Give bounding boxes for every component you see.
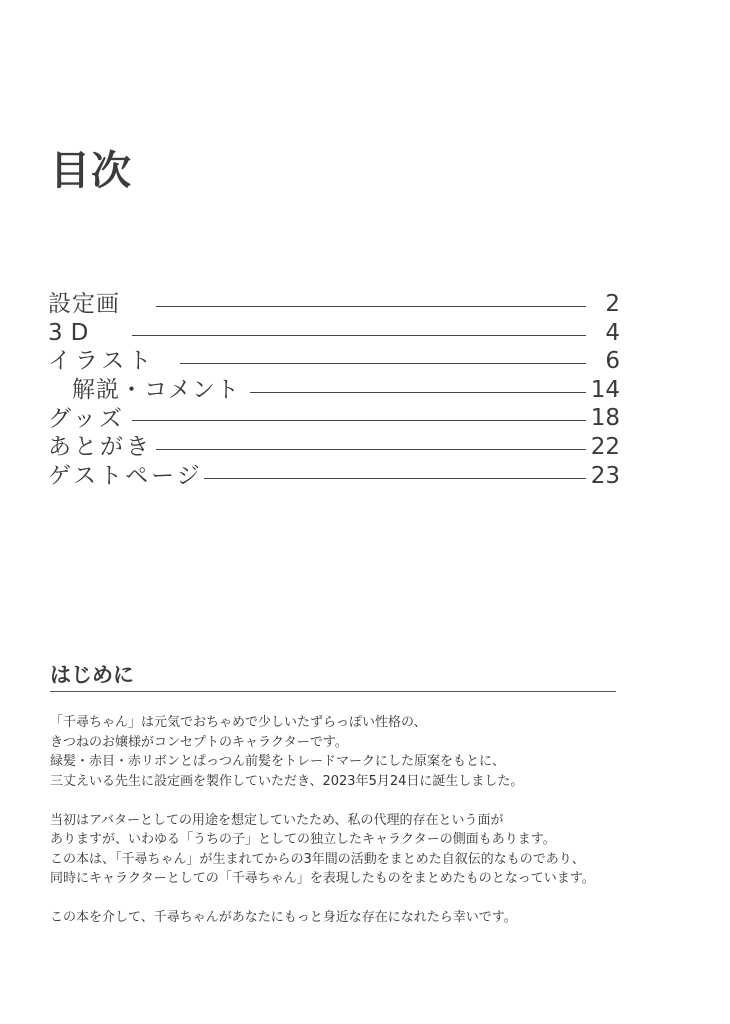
intro-line: 当初はアバターとしての用途を想定していたため、私の代理的存在という面が	[50, 812, 504, 828]
toc-leader-line	[204, 478, 586, 479]
toc-entry-settei[interactable]	[48, 290, 628, 319]
toc-leader-line	[180, 363, 586, 364]
toc-entry-label: 3D	[48, 319, 97, 346]
intro-line: この本を介して、千尋ちゃんがあなたにもっと身近な存在になれたら幸いです。	[50, 910, 517, 925]
toc-entry-page: 4	[605, 319, 620, 346]
toc-entry-label: イラスト	[48, 348, 156, 375]
toc-entry-page: 6	[605, 348, 620, 375]
toc-entry-page: 23	[590, 462, 620, 489]
intro-line: 同時にキャラクターとしての「千尋ちゃん」を表現したものをまとめたものとなっています。	[50, 871, 595, 886]
intro-body	[50, 713, 670, 947]
toc-entry-page: 14	[590, 376, 620, 403]
intro-heading: はじめに	[50, 660, 616, 692]
toc-entry-goods[interactable]	[48, 404, 628, 433]
intro-paragraph-3	[50, 908, 670, 928]
toc-leader-line	[132, 335, 586, 336]
toc-entry-label: あとがき	[48, 434, 152, 461]
toc-entry-atogaki[interactable]	[48, 433, 628, 462]
toc-entry-label: ゲストページ	[48, 462, 203, 489]
toc-entry-page: 18	[590, 405, 620, 432]
intro-paragraph-1	[50, 713, 670, 791]
toc-leader-line	[250, 392, 586, 393]
toc-leader-line	[156, 306, 586, 307]
intro-line: ありますが、いわゆる「うちの子」としての独立したキャラクターの側面もあります。	[50, 832, 556, 847]
toc-entry-page: 2	[605, 291, 620, 317]
intro-line: 三丈えいる先生に設定画を製作していただき、2023年5月24日に誕生しました。	[50, 773, 524, 789]
intro-paragraph-2	[50, 811, 670, 889]
toc-entry-illust[interactable]	[48, 347, 628, 376]
intro-line: きつねのお嬢様がコンセプトのキャラクターです。	[50, 734, 348, 750]
toc-entry-kaisetsu[interactable]	[48, 376, 628, 405]
toc-entry-label: 設定画	[48, 291, 120, 318]
toc-leader-line	[156, 449, 586, 450]
toc-entry-page: 22	[590, 433, 620, 460]
toc-entry-guest[interactable]	[48, 462, 628, 491]
table-of-contents	[48, 290, 628, 490]
toc-entry-label: グッズ	[48, 405, 125, 432]
page-title: 目次	[50, 148, 132, 194]
intro-line: 緑髪・赤目・赤リボンとぱっつん前髪をトレードマークにした原案をもとに、	[50, 754, 506, 769]
toc-leader-line	[132, 420, 586, 421]
intro-line: この本は、「千尋ちゃん」が生まれてからの3年間の活動をまとめた自叙伝的なものであり、	[50, 851, 585, 867]
toc-entry-3d[interactable]	[48, 319, 628, 348]
intro-line: 「千尋ちゃん」は元気でおちゃめで少しいたずらっぽい性格の、	[50, 715, 427, 730]
toc-entry-label: 解説・コメント	[72, 377, 240, 404]
